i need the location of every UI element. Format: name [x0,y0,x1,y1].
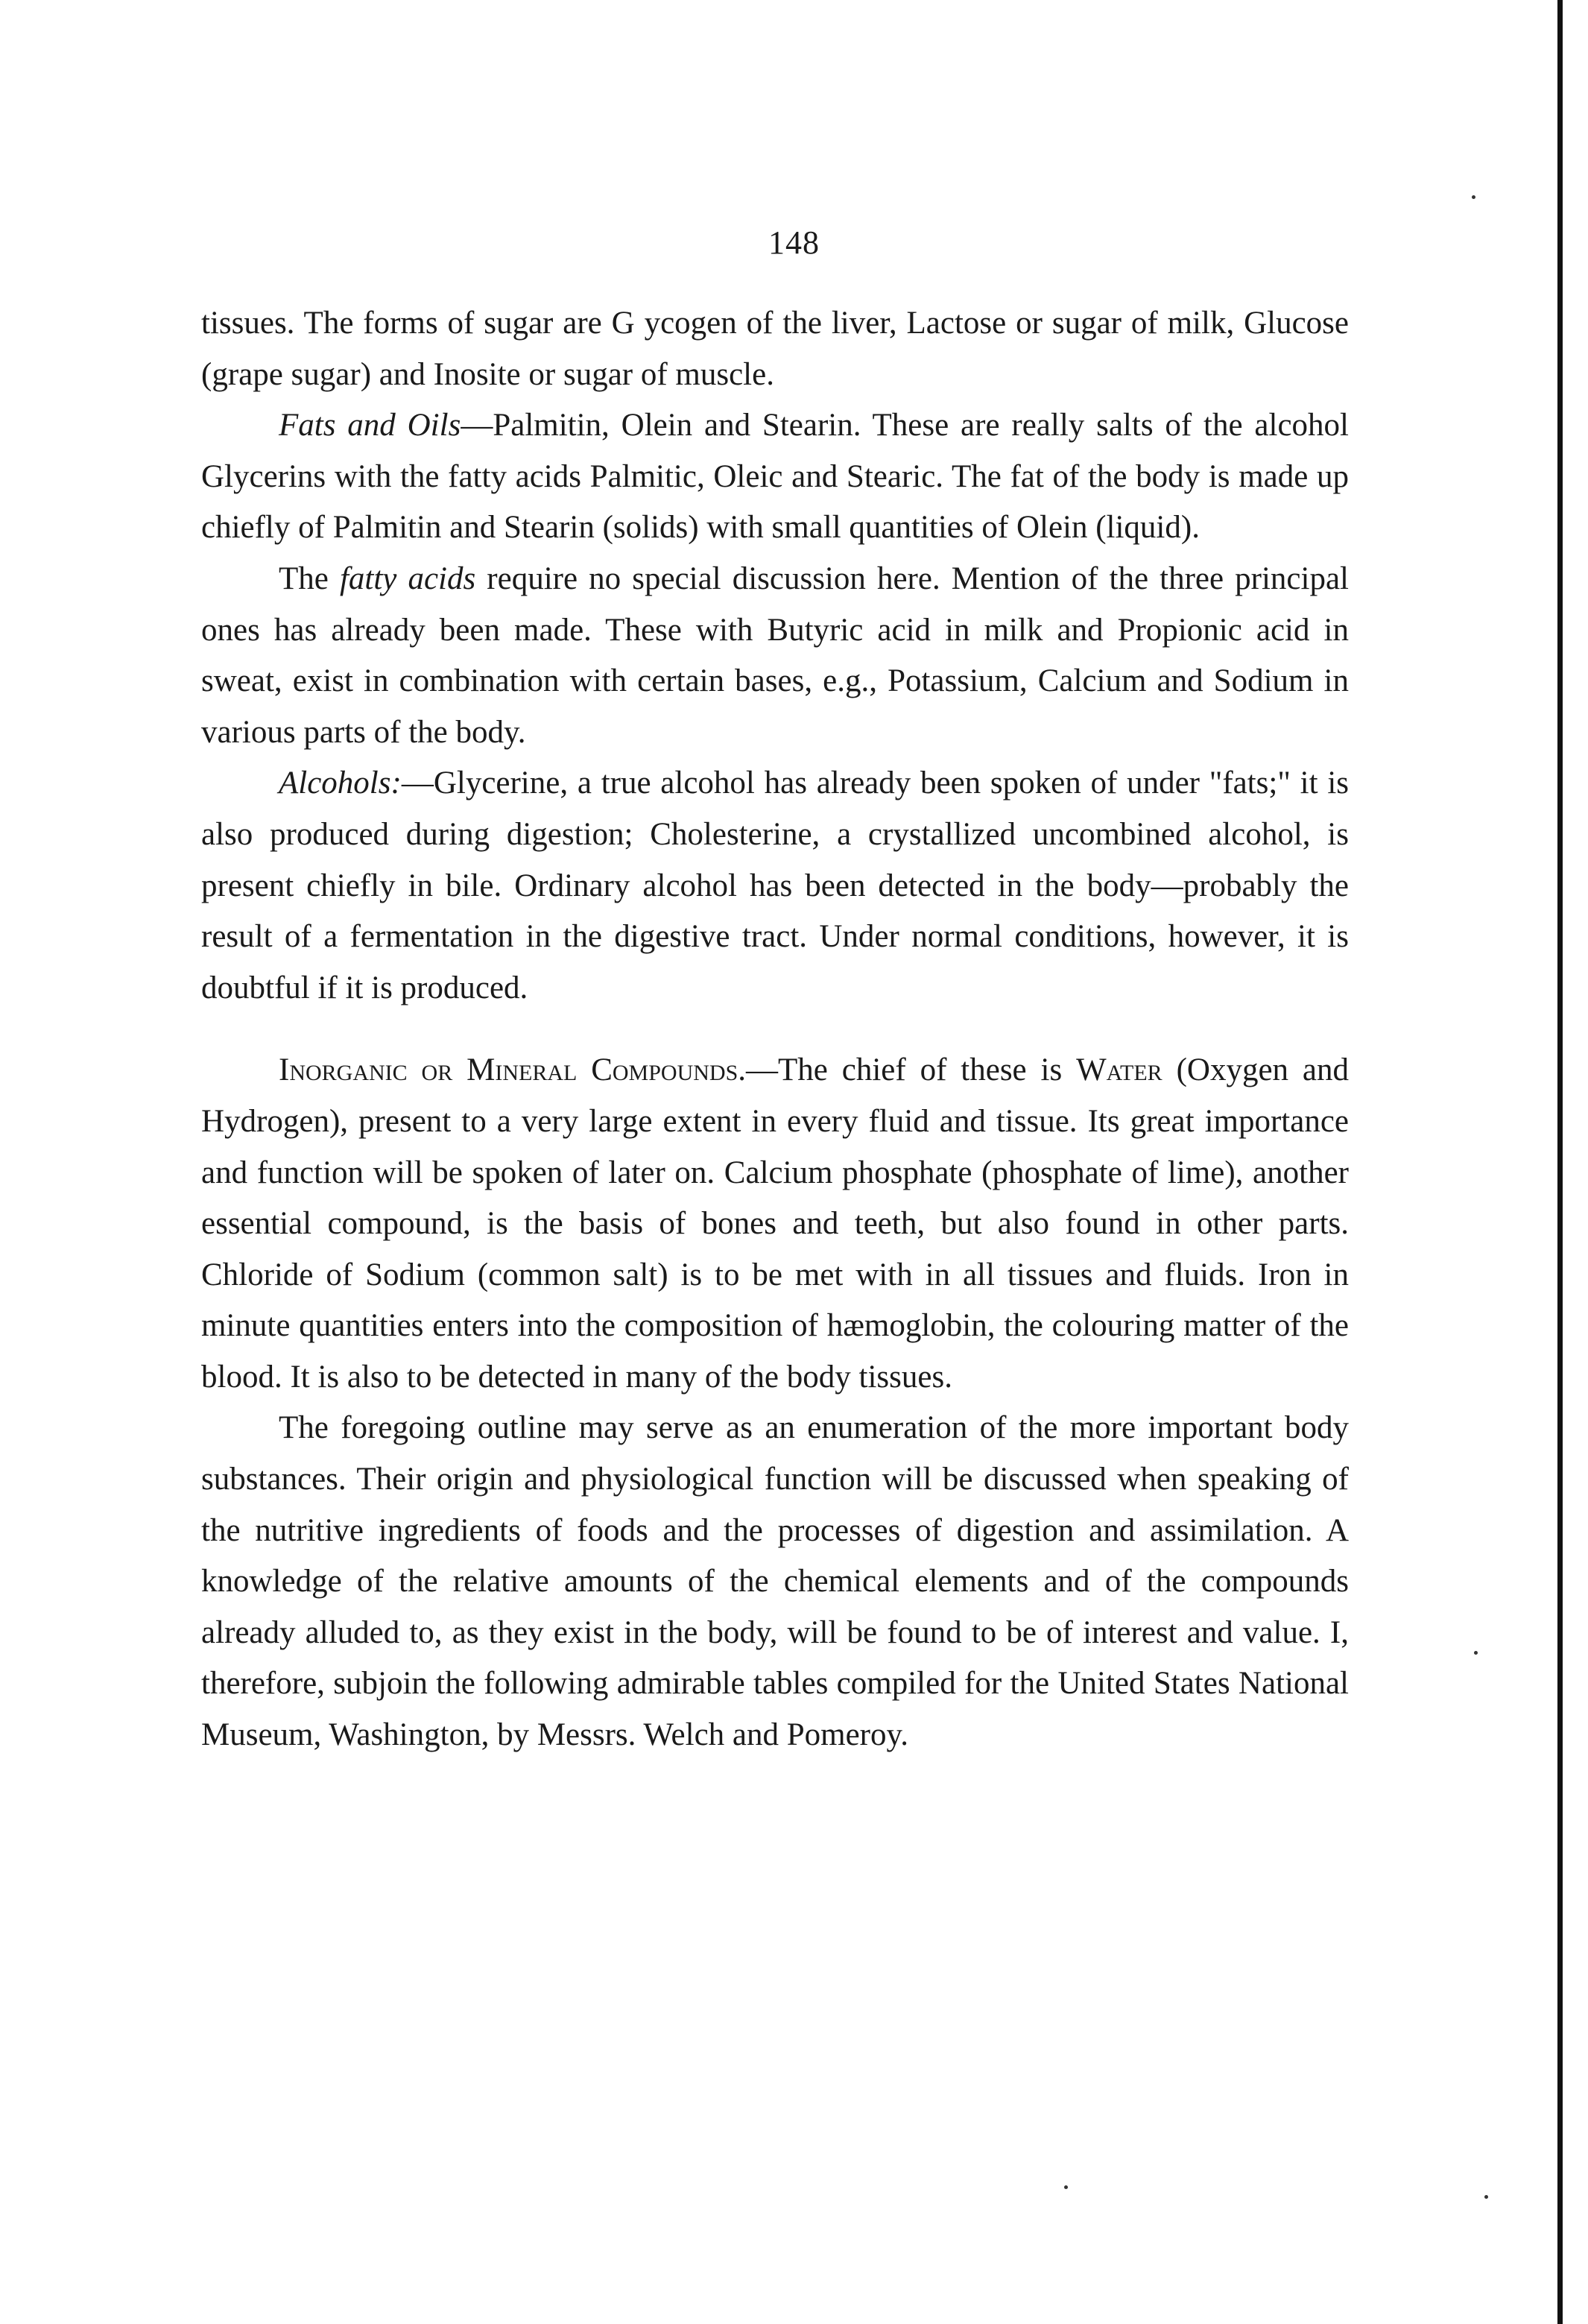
scan-speck [1474,1651,1478,1655]
scan-edge-line [1557,0,1563,2324]
paragraph-heading: Alcohols: [279,765,402,801]
paragraph-text-continued: (Oxygen and Hydrogen), present to a very large extent in every fluid and tissue. Its great importance and function will be spoken of later on. Calcium phosphate (phosphate of lime), another essential compound, is the basis of bones and teeth, but also found in other parts. Chloride of Sodium (common salt) is to be met with in all tissues and fluids. Iron in minute quantities enters into the composition of hæmoglobin, the colouring matter of the blood. It is also to be detected in many of the body tissues. [201,1052,1350,1395]
paragraph-text: —Glycerine, a true alcohol has already been spoken of under "fats;" it is also produced during digestion; Cholesterine, a crystallized uncombined alcohol, is present chiefly in bile. Ordinary alcohol has been detected in the body—probably the result of a fermentation in the digestive tract. Under normal conditions, however, it is doubtful if it is produced. [201,765,1349,1005]
scan-speck [1064,2185,1068,2189]
paragraph-heading: Fats and Oils [279,408,461,443]
paragraph-heading: fatty acids [339,561,476,596]
paragraph-text: —The chief of these is [746,1052,1077,1088]
water-term: Water [1076,1052,1162,1088]
paragraph-heading: Inorganic or Mineral Compounds. [279,1052,747,1088]
paragraph-fats-and-oils [201,400,1349,554]
paragraph-fatty-acids [201,554,1349,758]
paragraph-text: tissues. The forms of sugar are G ycogen of the liver, Lactose or sugar of milk, Glucose (grape sugar) and Inosite or sugar of muscle. [201,306,1349,392]
page-number: 148 [768,224,820,261]
body-text [201,298,1349,1761]
paragraph-foregoing-outline [201,1403,1349,1761]
paragraph-lead: The [279,561,340,596]
paragraph-sugars [201,298,1349,400]
scan-speck [1472,195,1475,199]
paragraph-text: require no special discussion here. Mention of the three principal ones has already been made. These with Butyric acid in milk and Propionic acid in sweat, exist in combination with certain bases, e.g., Potassium, Calcium and Sodium in various parts of the body. [201,561,1349,750]
scan-speck [1484,2195,1488,2199]
paragraph-text: —Palmitin, Olein and Stearin. These are really salts of the alcohol Glycerins with the fatty acids Palmitic, Oleic and Stearic. The fat of the body is made up chiefly of Palmitin and Stearin (solids) with small quantities of Olein (liquid). [201,408,1349,546]
paragraph-alcohols [201,758,1349,1014]
paragraph-inorganic-compounds [201,1045,1349,1403]
paragraph-text: The foregoing outline may serve as an enumeration of the more important body substances. Their origin and physiological function will be discussed when speaking of the nutritive ingredients of foods and the processes of digestion and assimilation. A knowledge of the relative amounts of the chemical elements and of the compounds already alluded to, as they exist in the body, will be found to be of interest and value. I, therefore, subjoin the following admirable tables compiled for the United States National Museum, Washington, by Messrs. Welch and Pomeroy. [201,1410,1349,1753]
